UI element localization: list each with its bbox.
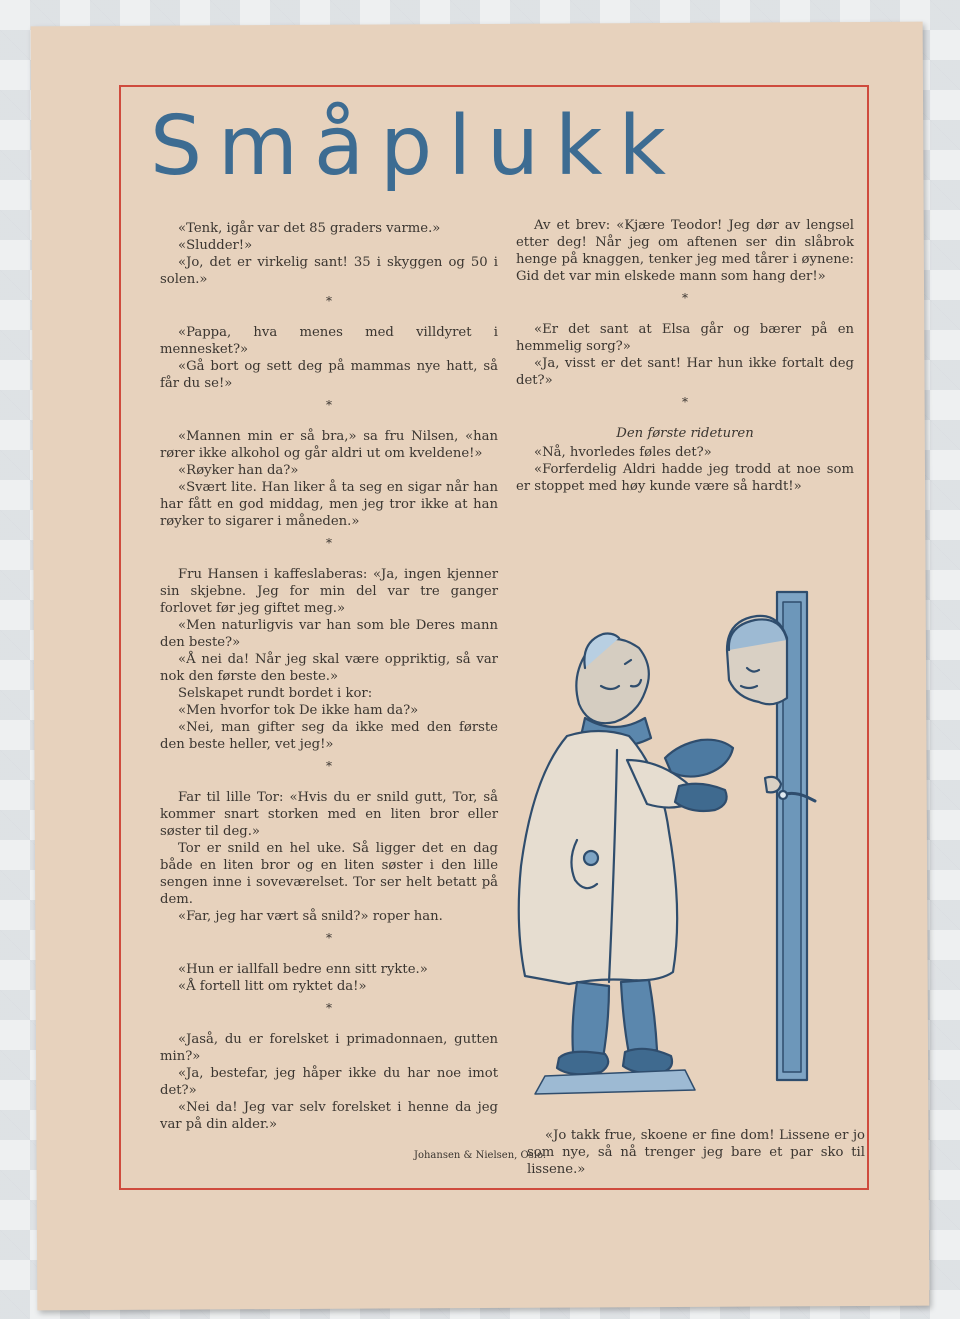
joke-line: Fru Hansen i kaffeslaberas: «Ja, ingen kjenner sin skjebne. Jeg for min del var tre ganger forlovet før jeg giftet meg.» bbox=[160, 567, 498, 616]
joke-line: «Forferdelig Aldri hadde jeg trodd at noe som er stoppet med høy kunde være så hardt!» bbox=[516, 462, 854, 494]
joke-block bbox=[160, 428, 498, 530]
joke-line: «Gå bort og sett deg på mammas nye hatt, så får du se!» bbox=[160, 359, 498, 391]
joke-line: «Er det sant at Elsa går og bærer på en hemmelig sorg?» bbox=[516, 322, 854, 354]
separator-star: * bbox=[326, 536, 332, 550]
joke-line: «Men hvorfor tok De ikke ham da?» bbox=[178, 703, 419, 718]
joke-line: «Nå, hvorledes føles det?» bbox=[534, 445, 712, 460]
joke-line: «Sludder!» bbox=[178, 238, 253, 253]
joke-line: «Pappa, hva menes med villdyret i mennesket?» bbox=[160, 325, 498, 357]
joke-line: «Tenk, igår var det 85 graders varme.» bbox=[178, 221, 441, 236]
separator-star: * bbox=[326, 931, 332, 945]
joke-block bbox=[160, 220, 498, 288]
separator-star: * bbox=[682, 395, 688, 409]
cartoon-illustration bbox=[515, 590, 865, 1120]
joke-block bbox=[516, 425, 854, 495]
joke-block bbox=[160, 324, 498, 392]
caption-text: «Jo takk frue, skoene er fine dom! Lissene er jo som nye, så nå trenger jeg bare et par sko til lissene.» bbox=[527, 1128, 865, 1177]
joke-block bbox=[516, 217, 854, 285]
separator-star: * bbox=[682, 291, 688, 305]
joke-line: «Svært lite. Han liker å ta seg en sigar når han har fått en god middag, men jeg tror ikke at han røyker to sigarer i måneden.» bbox=[160, 480, 498, 529]
joke-line: Selskapet rundt bordet i kor: bbox=[178, 686, 373, 701]
joke-heading: Den første rideturen bbox=[616, 426, 754, 441]
joke-line: «Nei, man gifter seg da ikke med den første den beste heller, vet jeg!» bbox=[160, 720, 498, 752]
joke-line: «Ja, visst er det sant! Har hun ikke fortalt deg det?» bbox=[516, 356, 854, 388]
joke-line: «Far, jeg har vært så snild?» roper han. bbox=[178, 909, 443, 924]
right-column bbox=[516, 217, 854, 495]
joke-block bbox=[160, 1031, 498, 1133]
printer-imprint: Johansen & Nielsen, Oslo. bbox=[413, 1150, 547, 1161]
joke-line: Av et brev: «Kjære Teodor! Jeg dør av lengsel etter deg! Når jeg om aftenen ser din slåbrok henge på knaggen, tenker jeg med tårer i øynene: Gid det var min elskede mann som hang der!» bbox=[516, 218, 854, 284]
joke-block bbox=[160, 961, 498, 995]
page-title: Småplukk bbox=[150, 99, 682, 194]
joke-line: Far til lille Tor: «Hvis du er snild gutt, Tor, så kommer snart storken med en liten bror eller søster til deg.» bbox=[160, 790, 498, 839]
joke-line: «Jaså, du er forelsket i primadonnaen, gutten min?» bbox=[160, 1032, 498, 1064]
joke-line: «Nei da! Jeg var selv forelsket i henne da jeg var på din alder.» bbox=[160, 1100, 498, 1132]
joke-line: «Å fortell litt om ryktet da!» bbox=[178, 979, 367, 994]
joke-block bbox=[516, 321, 854, 389]
separator-star: * bbox=[326, 1001, 332, 1015]
joke-line: «Ja, bestefar, jeg håper ikke du har noe imot det?» bbox=[160, 1066, 498, 1098]
joke-line: «Å nei da! Når jeg skal være oppriktig, så var nok den første den beste.» bbox=[160, 652, 498, 684]
joke-line: Tor er snild en hel uke. Så ligger det en dag både en liten bror og en liten søster i den lille sengen inne i soveværelset. Tor ser helt betatt på dem. bbox=[160, 841, 498, 907]
joke-line: «Hun er iallfall bedre enn sitt rykte.» bbox=[178, 962, 428, 977]
joke-line: «Jo, det er virkelig sant! 35 i skyggen og 50 i solen.» bbox=[160, 255, 498, 287]
joke-line: «Mannen min er så bra,» sa fru Nilsen, «han rører ikke alkohol og går aldri ut om kveldene!» bbox=[160, 429, 498, 461]
joke-line: «Røyker han da?» bbox=[178, 463, 299, 478]
left-column bbox=[160, 220, 498, 1133]
joke-block bbox=[160, 566, 498, 753]
separator-star: * bbox=[326, 398, 332, 412]
joke-block bbox=[160, 789, 498, 925]
separator-star: * bbox=[326, 294, 332, 308]
separator-star: * bbox=[326, 759, 332, 773]
joke-line: «Men naturligvis var han som ble Deres mann den beste?» bbox=[160, 618, 498, 650]
